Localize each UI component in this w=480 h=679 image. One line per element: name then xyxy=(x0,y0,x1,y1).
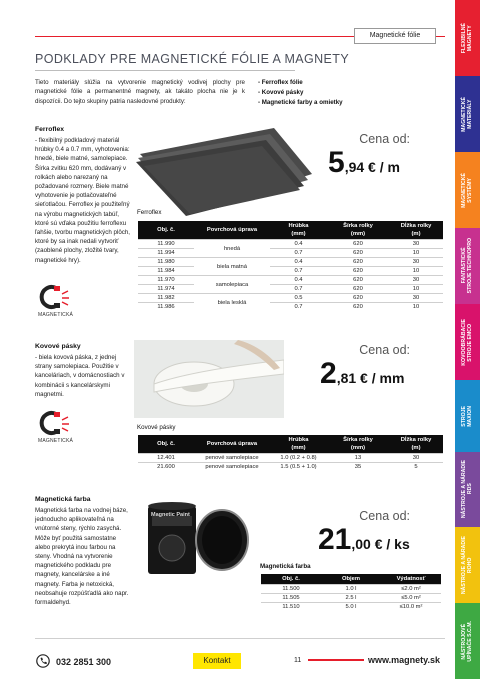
cell: 620 xyxy=(327,285,389,294)
col-header: Povrchová úprava xyxy=(194,435,270,454)
cell: biela matná xyxy=(194,258,270,276)
table-header xyxy=(138,435,443,454)
tab-naradie-rds[interactable] xyxy=(455,452,480,527)
cell: 30 xyxy=(389,240,443,249)
cell: 1.0 l xyxy=(321,585,381,594)
ferroflex-sheets-image xyxy=(134,124,314,216)
kovove-price-label: Cena od: xyxy=(359,343,410,357)
col-header: Dĺžka rolky (m) xyxy=(389,221,443,240)
tab-label: FANTASTICKÉ STROJE TECHNOPRO xyxy=(460,238,473,294)
cell: biela lesklá xyxy=(194,294,270,312)
cell: 10 xyxy=(389,303,443,312)
tab-label: NÁSTROJOVÉ UPÍNAČE S.C.M. xyxy=(460,620,473,662)
table-row xyxy=(138,463,443,472)
cell: 30 xyxy=(389,294,443,303)
table-row xyxy=(138,285,443,294)
cell: 620 xyxy=(327,258,389,267)
tab-stroje-maxion[interactable] xyxy=(455,380,480,452)
table-row xyxy=(138,240,443,249)
kovove-table-caption: Kovové pásky xyxy=(137,424,176,431)
cell: penové samolepiace xyxy=(194,454,270,463)
table-header xyxy=(261,574,441,585)
logo-text: MAGNETICKÁ xyxy=(38,312,74,318)
table-row xyxy=(138,267,443,276)
cell: 11.510 xyxy=(261,603,321,612)
cell: 10 xyxy=(389,267,443,276)
col-header: Hrúbka (mm) xyxy=(270,221,327,240)
cell: 10 xyxy=(389,249,443,258)
footer-phone[interactable]: 032 2851 300 xyxy=(56,657,112,667)
tab-upinace-scm[interactable] xyxy=(455,603,480,679)
cell: 30 xyxy=(389,454,443,463)
cell: 620 xyxy=(327,276,389,285)
cell: 0.4 xyxy=(270,240,327,249)
cell: 620 xyxy=(327,303,389,312)
kovove-pasky-image xyxy=(134,340,284,418)
farba-price xyxy=(318,523,410,557)
cell: 620 xyxy=(327,249,389,258)
bullet-ferroflex: - Ferroflex fólie xyxy=(258,79,303,86)
table-row xyxy=(261,603,441,612)
tab-naradie-roho[interactable] xyxy=(455,527,480,603)
magneticka-logo-icon xyxy=(36,410,74,438)
bullet-kovove: - Kovové pásky xyxy=(258,89,304,96)
tab-kovoobrabacie-stroje[interactable] xyxy=(455,304,480,380)
kovove-title: Kovové pásky xyxy=(35,343,81,350)
cell: 0.4 xyxy=(270,276,327,285)
bullet-farby: - Magnetické farby a omietky xyxy=(258,99,343,106)
price-dec: ,94 € / m xyxy=(344,159,400,175)
table-row xyxy=(138,303,443,312)
side-tabs xyxy=(455,0,480,679)
col-header: Hrúbka (mm) xyxy=(270,435,327,454)
tab-label: NÁSTROJE A NÁRADIE RDS xyxy=(460,460,473,519)
col-header: Výdatnosť xyxy=(381,574,441,585)
cell: 11.984 xyxy=(138,267,194,276)
intro-text: Tieto materiály slúžia na vytvorenie magnetický vodivej plochy pre magnetické fólie a permanentné magnety, ak takáto plocha nie je k dispozícii. Do tejto skupiny patria nasledovné produkty: xyxy=(35,79,245,105)
cell: 0.7 xyxy=(270,249,327,258)
cell: 12.401 xyxy=(138,454,194,463)
table-row xyxy=(261,585,441,594)
ferroflex-title: Ferroflex xyxy=(35,126,65,133)
ferroflex-description: - flexibilný podkladový materiál hrúbky 0.4 a 0.7 mm, vyhotovenia: hnedé, biele matné, samolepiace. Šírka zvitku 620 mm, dodávaný v rolkách alebo narezaný na požadované rozmery. Biele matné vyhotovenie je potlačovateľné sieťotlačou. Ferroflex je použiteľný na výrobu magnetických tabúľ, ktoré sú vďaka použitiu ferroflexu ľahšie, tvorbu magnetických plôch, ktoré by sa inak nedali vytvoriť (zaoblené plochy, zložité tvary, magnetické hry). xyxy=(35,137,131,264)
col-header: Obj. č. xyxy=(261,574,321,585)
cell: 620 xyxy=(327,240,389,249)
col-header: Dĺžka rolky (m) xyxy=(389,435,443,454)
kovove-description: - biela kovová páska, z jednej strany samolepiaca. Použitie v kanceláriach, v domácnostiach v kombinácii s kancelárskymi magnetmi. xyxy=(35,354,125,398)
cell: 35 xyxy=(327,463,389,472)
intro-bullets xyxy=(258,78,343,108)
tab-flexibilne-magnety[interactable] xyxy=(455,0,480,76)
cell: 11.970 xyxy=(138,276,194,285)
cell: 11.982 xyxy=(138,294,194,303)
table-header xyxy=(138,221,443,240)
farba-title: Magnetická farba xyxy=(35,496,91,503)
cell: 0.5 xyxy=(270,294,327,303)
page-number: 11 xyxy=(294,657,302,664)
tab-magneticke-materialy[interactable] xyxy=(455,76,480,152)
footer-website-link[interactable]: www.magnety.sk xyxy=(368,655,441,665)
cell: ≤10.0 m² xyxy=(381,603,441,612)
col-header: Objem xyxy=(321,574,381,585)
ferroflex-table-caption: Ferroflex xyxy=(137,209,162,216)
farba-description: Magnetická farba na vodnej báze, jednoducho aplikovateľná na vnútorné steny, rýchlo zasychá. Môže byť použitá samostatne alebo prekrytá inou farbou na steny. Vhodná na vytvorenie magnetického podkladu pre magnety, kancelárske a iné magnety. Farba je netoxická, neobsahuje rozpúšťadlá ako napr. formaldehyd. xyxy=(35,507,129,607)
table-row xyxy=(138,294,443,303)
farba-table-caption: Magnetická farba xyxy=(260,563,311,570)
table-row xyxy=(138,454,443,463)
cell: 11.990 xyxy=(138,240,194,249)
price-dec: ,81 € / mm xyxy=(336,370,405,386)
ferroflex-table xyxy=(138,221,443,312)
ferroflex-price-label: Cena od: xyxy=(359,132,410,146)
magneticka-logo-icon xyxy=(36,284,74,312)
farba-price-label: Cena od: xyxy=(359,509,410,523)
col-header: Obj. č. xyxy=(138,435,194,454)
red-underline-bar xyxy=(296,655,366,665)
tab-label: MAGNETICKÉ SYSTÉMY xyxy=(460,172,473,208)
cell: ≤2.0 m² xyxy=(381,585,441,594)
cell: 620 xyxy=(327,294,389,303)
cell: 0.7 xyxy=(270,267,327,276)
col-header: Šírka rolky (mm) xyxy=(327,221,389,240)
page-title: PODKLADY PRE MAGNETICKÉ FÓLIE A MAGNETY xyxy=(35,52,350,66)
price-int: 2 xyxy=(320,357,337,390)
ferroflex-price xyxy=(328,146,400,180)
cell: 5 xyxy=(389,463,443,472)
price-int: 5 xyxy=(328,146,345,179)
cell: 30 xyxy=(389,258,443,267)
cell: 11.986 xyxy=(138,303,194,312)
tab-label: STROJE MAXION xyxy=(460,405,473,427)
tab-label: NÁSTROJE A NÁRADIE ROHO xyxy=(460,535,473,595)
cell: 30 xyxy=(389,276,443,285)
cell: 11.980 xyxy=(138,258,194,267)
table-row xyxy=(261,594,441,603)
cell: hnedá xyxy=(194,240,270,258)
cell: 0.7 xyxy=(270,303,327,312)
cell: 11.505 xyxy=(261,594,321,603)
cell: 5.0 l xyxy=(321,603,381,612)
table-row xyxy=(138,276,443,285)
tab-fantasticke-stroje[interactable] xyxy=(455,228,480,304)
cell: 1.0 (0.2 + 0.8) xyxy=(270,454,327,463)
kovove-table xyxy=(138,435,443,472)
cell: 10 xyxy=(389,285,443,294)
tab-label: MAGNETICKÉ MATERIÁLY xyxy=(460,96,473,132)
title-rule xyxy=(35,70,295,71)
cell: 21.600 xyxy=(138,463,194,472)
cell: 13 xyxy=(327,454,389,463)
contact-button[interactable]: Kontakt xyxy=(193,653,241,669)
price-int: 21 xyxy=(318,523,352,556)
col-header: Šírka rolky (mm) xyxy=(327,435,389,454)
cell: 2.5 l xyxy=(321,594,381,603)
table-row xyxy=(138,249,443,258)
col-header: Obj. č. xyxy=(138,221,194,240)
logo-text: MAGNETICKÁ xyxy=(38,438,74,444)
col-header: Povrchová úprava xyxy=(194,221,270,240)
cell: 620 xyxy=(327,267,389,276)
farba-table xyxy=(261,574,441,612)
tab-magneticke-systemy[interactable] xyxy=(455,152,480,228)
cell: 0.4 xyxy=(270,258,327,267)
cell: samolepiaca xyxy=(194,276,270,294)
cell: 11.974 xyxy=(138,285,194,294)
cell: ≤5.0 m² xyxy=(381,594,441,603)
phone-icon xyxy=(36,654,50,668)
price-dec: ,00 € / ks xyxy=(351,536,410,552)
tab-label: KOVOOBRÁBACIE STROJE EMCO xyxy=(460,318,473,366)
paint-can-label: Magnetic Paint xyxy=(151,512,190,518)
cell: 1.5 (0.5 + 1.0) xyxy=(270,463,327,472)
cell: penové samolepiace xyxy=(194,463,270,472)
table-row xyxy=(138,258,443,267)
cell: 11.994 xyxy=(138,249,194,258)
footer-rule xyxy=(35,638,445,639)
category-tag: Magnetické fólie xyxy=(354,28,436,44)
tab-label: FLEXIBILNÉ MAGNETY xyxy=(460,22,473,54)
kovove-price xyxy=(320,357,404,391)
cell: 11.500 xyxy=(261,585,321,594)
cell: 0.7 xyxy=(270,285,327,294)
